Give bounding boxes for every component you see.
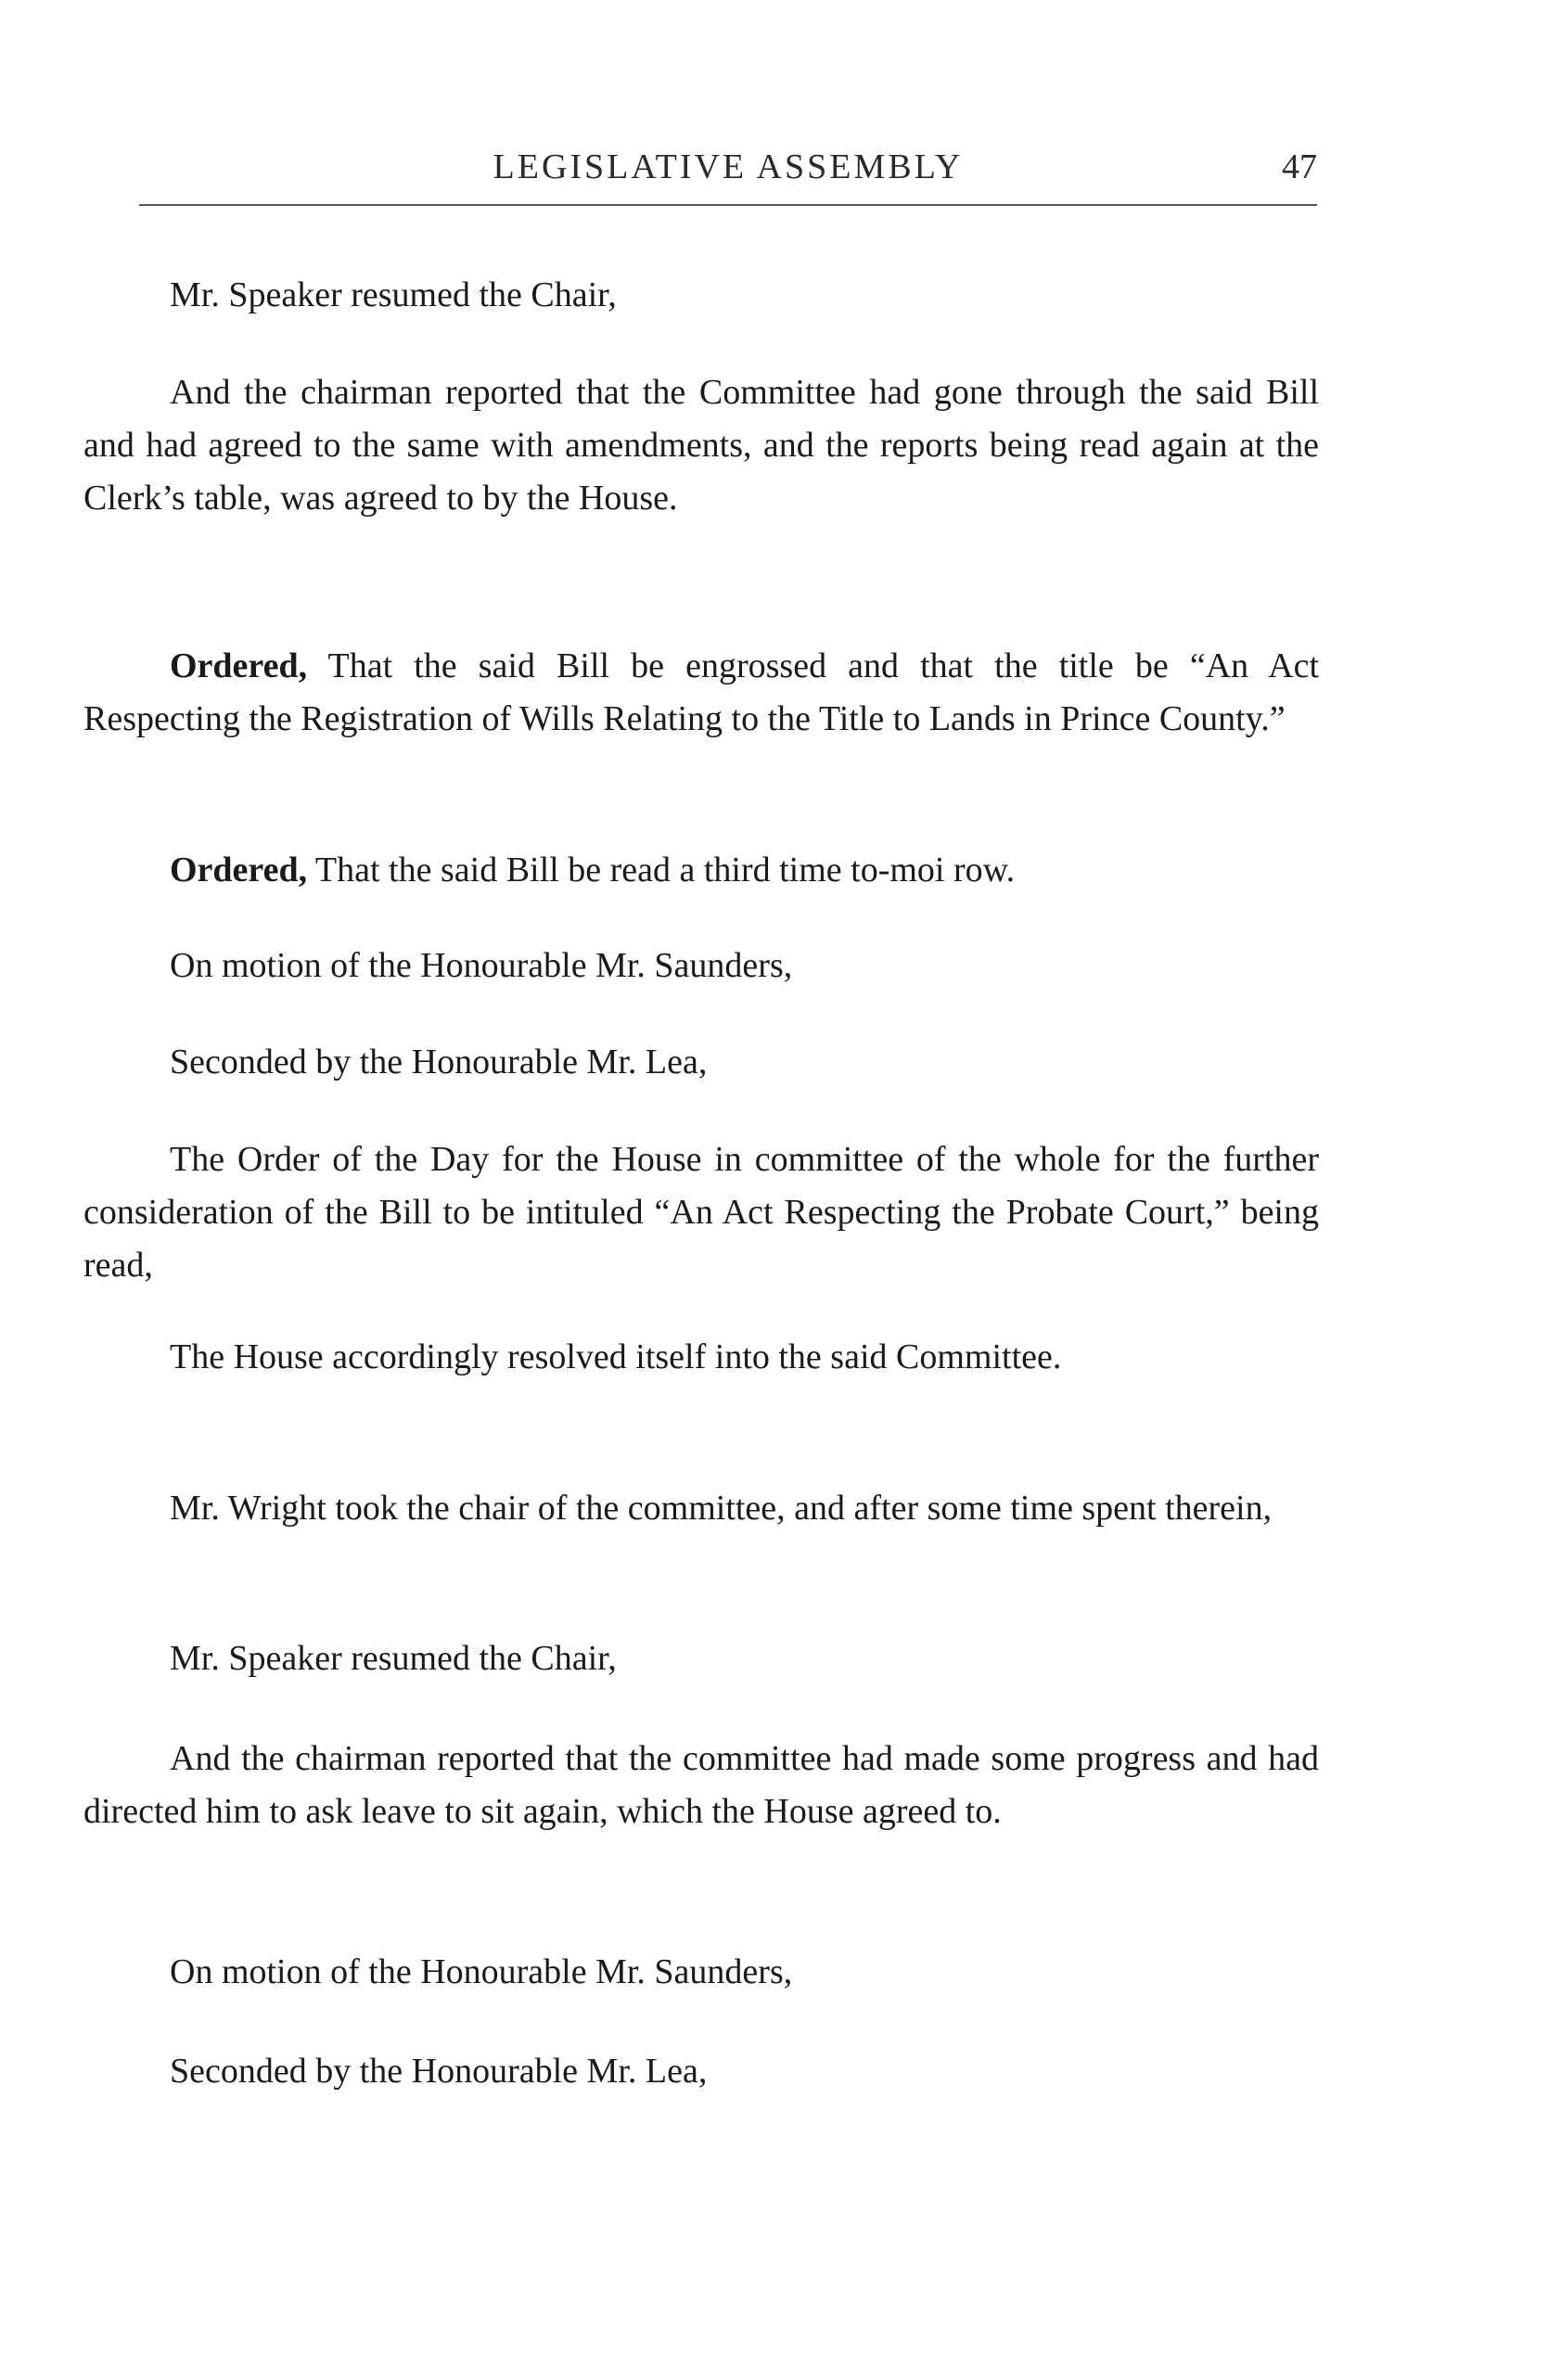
paragraph-text: That the said Bill be read a third time to-moi row.	[307, 851, 1016, 889]
paragraph-text: Mr. Wright took the chair of the committee, and after some time spent therein,	[170, 1489, 1273, 1528]
paragraph-text: And the chairman reported that the committee had made some progress and had directed him to ask leave to sit again, which the House agreed to.	[83, 1739, 1319, 1831]
paragraph-ordered-title	[83, 640, 1319, 746]
paragraph-motion-2	[83, 1946, 1319, 1999]
paragraph-text: Mr. Speaker resumed the Chair,	[170, 275, 617, 314]
ordered-lead: Ordered,	[170, 851, 308, 889]
paragraph-seconded-2	[83, 2045, 1319, 2098]
page-title: LEGISLATIVE ASSEMBLY	[493, 147, 964, 186]
running-head	[139, 139, 1317, 195]
paragraph-wright-chair	[83, 1482, 1319, 1535]
paragraph-text: On motion of the Honourable Mr. Saunders,	[170, 946, 793, 985]
paragraph-resolved-committee	[83, 1331, 1319, 1384]
paragraph-text: The Order of the Day for the House in committee of the whole for the further consideration of the Bill to be intituled “An Act Respecting the Probate Court,” being read,	[83, 1140, 1319, 1285]
paragraph-speaker-resumed	[83, 269, 1319, 322]
paragraph-text: Seconded by the Honourable Mr. Lea,	[170, 1043, 708, 1081]
page-number: 47	[1282, 147, 1317, 186]
ordered-lead: Ordered,	[170, 646, 308, 685]
header-rule	[139, 204, 1317, 206]
paragraph-motion	[83, 940, 1319, 992]
paragraph-chairman-report	[83, 366, 1319, 525]
paragraph-order-of-day	[83, 1133, 1319, 1292]
paragraph-text: And the chairman reported that the Committee had gone through the said Bill and had agreed to the same with amendments, and the reports being read again at the Clerk’s table, was agreed to by the House.	[83, 373, 1319, 518]
paragraph-progress-report	[83, 1733, 1319, 1838]
paragraph-text: On motion of the Honourable Mr. Saunders,	[170, 1952, 793, 1991]
paragraph-ordered-third-reading	[83, 844, 1319, 897]
paragraph-text: The House accordingly resolved itself into the said Committee.	[170, 1337, 1062, 1376]
paragraph-text: That the said Bill be engrossed and that the title be “An Act Respecting the Registration of Wills Relating to the Title to Lands in Prince County.”	[83, 646, 1319, 738]
paragraph-speaker-resumed-2	[83, 1632, 1319, 1685]
paragraph-text: Seconded by the Honourable Mr. Lea,	[170, 2052, 708, 2091]
paragraph-text: Mr. Speaker resumed the Chair,	[170, 1639, 617, 1678]
paragraph-seconded	[83, 1036, 1319, 1089]
